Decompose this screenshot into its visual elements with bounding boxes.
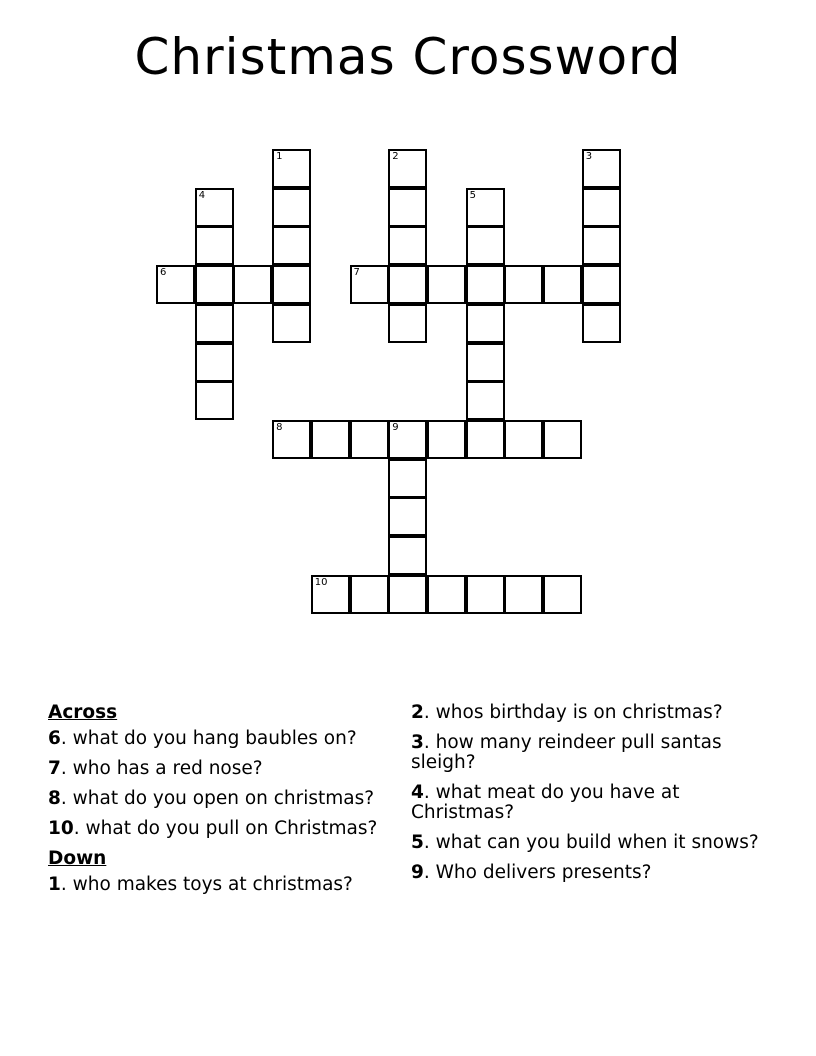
grid-cell[interactable]: [504, 265, 543, 304]
grid-cell[interactable]: [272, 188, 311, 227]
grid-cell[interactable]: [350, 420, 389, 459]
grid-cell[interactable]: [195, 226, 234, 265]
page-title: Christmas Crossword: [134, 28, 682, 86]
grid-cell[interactable]: [388, 536, 427, 575]
grid-cell[interactable]: [466, 226, 505, 265]
grid-cell[interactable]: [195, 304, 234, 343]
clue-across-7: 7. who has a red nose?: [48, 758, 263, 779]
grid-cell[interactable]: [195, 265, 234, 304]
grid-cell[interactable]: [427, 265, 466, 304]
grid-cell[interactable]: [388, 265, 427, 304]
cell-number: 2: [392, 151, 399, 162]
cell-number: 9: [392, 421, 399, 433]
across-heading: Across: [48, 702, 118, 723]
grid-cell[interactable]: [388, 420, 427, 459]
grid-cell[interactable]: [388, 459, 427, 498]
grid-cell[interactable]: [311, 575, 350, 614]
grid-cell[interactable]: [427, 575, 466, 614]
grid-cell[interactable]: [272, 265, 311, 304]
grid-cell[interactable]: [388, 149, 427, 188]
grid-cell[interactable]: [272, 226, 311, 265]
cell-number: 3: [585, 151, 593, 162]
clues-right-column: [411, 703, 761, 893]
clue-across-10: 10. what do you pull on Christmas?: [48, 818, 378, 839]
grid-cell[interactable]: [466, 188, 505, 227]
grid-cell[interactable]: [156, 265, 195, 304]
grid-cell[interactable]: [543, 265, 582, 304]
clue-down-4: 4. what meat do you have at Christmas?: [411, 782, 680, 823]
grid-cell[interactable]: [195, 343, 234, 382]
clue-down-1: 1. who makes toys at christmas?: [48, 874, 353, 895]
grid-cell[interactable]: [311, 420, 350, 459]
cell-number: 1: [276, 151, 283, 162]
cell-number: 4: [198, 189, 206, 201]
grid-cell[interactable]: [272, 420, 311, 459]
grid-cell[interactable]: [582, 149, 621, 188]
clue-down-2: 2. whos birthday is on christmas?: [411, 702, 723, 723]
clue-down-3: 3. how many reindeer pull santas sleigh?: [411, 732, 722, 773]
clue-across-8: 8. what do you open on christmas?: [48, 788, 375, 809]
grid-cell[interactable]: [350, 265, 389, 304]
grid-cell[interactable]: [350, 575, 389, 614]
grid-cell[interactable]: [582, 304, 621, 343]
grid-cell[interactable]: [466, 575, 505, 614]
grid-cell[interactable]: [504, 420, 543, 459]
grid-cell[interactable]: [388, 304, 427, 343]
grid-cell[interactable]: [504, 575, 543, 614]
grid-cell[interactable]: [195, 381, 234, 420]
cell-number: 5: [469, 189, 476, 201]
grid-cell[interactable]: [466, 343, 505, 382]
grid-cell[interactable]: [272, 149, 311, 188]
cell-number: 6: [160, 267, 167, 279]
grid-cell[interactable]: [582, 265, 621, 304]
clue-down-5: 5. what can you build when it snows?: [411, 832, 759, 853]
across-clue-list: [48, 729, 388, 839]
grid-cell[interactable]: [582, 188, 621, 227]
grid-cell[interactable]: [388, 575, 427, 614]
grid-cell[interactable]: [388, 226, 427, 265]
grid-cell[interactable]: [466, 304, 505, 343]
grid-cell[interactable]: [466, 420, 505, 459]
cell-number: 10: [314, 576, 328, 588]
cell-number: 7: [353, 267, 360, 279]
grid-cell[interactable]: [466, 265, 505, 304]
grid-cell[interactable]: [195, 188, 234, 227]
clue-across-6: 6. what do you hang baubles on?: [48, 728, 357, 749]
clues-left-column: [48, 703, 388, 905]
down-heading: Down: [48, 848, 107, 869]
grid-cell[interactable]: [543, 575, 582, 614]
grid-cell[interactable]: [543, 420, 582, 459]
grid-cell[interactable]: [233, 265, 272, 304]
grid-cell[interactable]: [388, 188, 427, 227]
grid-cell[interactable]: [582, 226, 621, 265]
grid-cell[interactable]: [272, 304, 311, 343]
grid-cell[interactable]: [427, 420, 466, 459]
grid-cell[interactable]: [388, 497, 427, 536]
cell-number: 8: [276, 421, 283, 433]
clue-down-9: 9. Who delivers presents?: [411, 862, 652, 883]
grid-cell[interactable]: [466, 381, 505, 420]
